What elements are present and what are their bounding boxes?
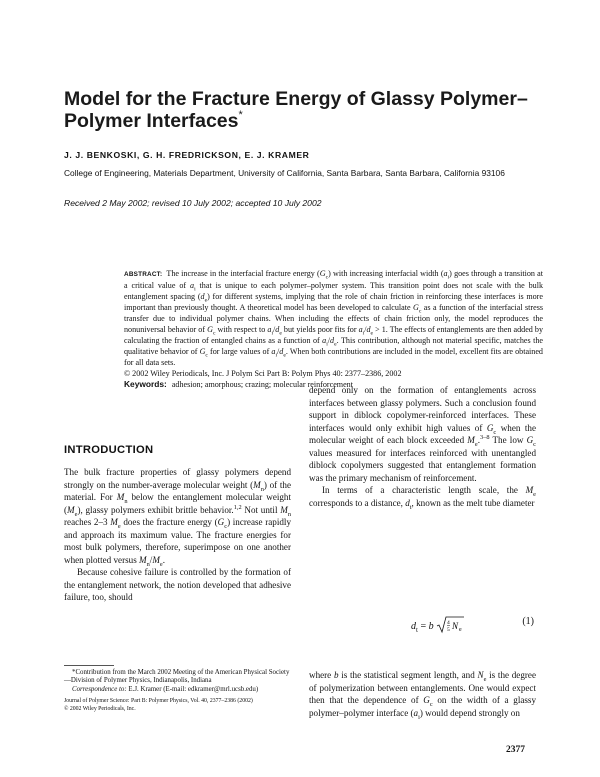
paragraph: depend only on the formation of entanglements across interfaces between glassy polymers. Such a conclusion found support in diblock copolymer-reinforced interfaces. These interfaces would only exhibit high values of $G_c$ when the molecular weight of each block exceeded $M_e.^{3-8}$ The low $G_c$ values measured for interfaces reinforced with unentangled diblock copolymers suggested that entanglement formation was the primary mechanism of reinforcement. bbox=[309, 385, 536, 483]
paragraph: Because cohesive failure is controlled by the formation of the entanglement network, the notion developed that adhesive failure, too, should bbox=[64, 567, 291, 603]
section-heading-introduction: INTRODUCTION bbox=[64, 444, 154, 456]
affiliation: College of Engineering, Materials Department, University of California, Santa Barbara, Santa Barbara, California 93106 bbox=[64, 168, 505, 178]
article-title-text: Model for the Fracture Energy of Glassy Polymer–Polymer Interfaces bbox=[64, 88, 528, 132]
title-footnote-marker: * bbox=[238, 108, 243, 121]
body-column-right bbox=[309, 384, 536, 509]
paragraph: The bulk fracture properties of glassy polymers depend strongly on the number-average molecular weight $(M_n)$ of the material. For $M_n$ below the entanglement molecular weight $(M_e)$, glassy polymers exhibit brittle behavior.$^{1,2}$ Not until $M_n$ reaches 2–3 $M_e$ does the fracture energy $(G_c)$ increase rapidly and approach its maximum value. The fracture energies for most bulk polymers, therefore, superimpose on one another when plotted versus $M_n/M_e$. bbox=[64, 467, 291, 568]
keywords-list: adhesion; amorphous; crazing; molecular reinforcement bbox=[171, 380, 353, 390]
contribution-footnote: *Contribution from the March 2002 Meeting of the American Physical Society—Division of Polymer Physics, Indianapolis, Indiana bbox=[64, 669, 290, 685]
paragraph: In terms of a characteristic length scale, the $M_e$ corresponds to a distance, $d_t$, known as the melt tube diameter bbox=[309, 485, 536, 511]
correspondence-footnote bbox=[64, 686, 291, 694]
correspondence-label: Correspondence to: bbox=[72, 685, 127, 693]
equation-lhs: d bbox=[411, 621, 416, 632]
publisher-copyright: © 2002 Wiley Periodicals, Inc. bbox=[64, 706, 136, 713]
abstract-block: ABSTRACT: The increase in the interfacial fracture energy $(G_c)$ with increasing interfacial width $(a_i)$ goes through a transition at a critical value of $a_i$ that is unique to each polymer–polymer system. This transition point does not scale with the bulk entanglement spacing $(d_e)$ for different systems, implying that the role of chain friction in reinforcing these interfaces is more important than previously thought. A theoretical model has been developed to calculate $G_c$ as a function of the interfacial stress transfer due to individual polymer chains. When including the effects of chain friction only, the model reproduces the nonuniversal behavior of $G_c$ with respect to $a_i/d_e$ but yields poor fits for $a_i/d_e > 1$. The effects of entanglements are then added by calculating the fraction of entangled chains as a function of $a_i/d_e$. This contribution, although not material specific, matches the qualitative behavior of $G_c$ for large values of $a_i/d_e$. When both contributions are included in the model, excellent fits are obtained for all data sets. © 2002 Wiley Periodicals, Inc. J Polym Sci Part B: Polym Phys 40: 2377–2386, 2002 Keywords: adhesion; amorphous; crazing; molecular reinforcement bbox=[124, 269, 544, 390]
keywords-label: Keywords: bbox=[124, 379, 167, 390]
author-list: J. J. BENKOSKI, G. H. FREDRICKSON, E. J. KRAMER bbox=[64, 150, 310, 160]
abstract-copyright: © 2002 Wiley Periodicals, Inc. J Polym Sci Part B: Polym Phys 40: 2377–2386, 2002 bbox=[124, 369, 402, 379]
footnotes bbox=[64, 669, 291, 713]
received-dates: Received 2 May 2002; revised 10 July 2002; accepted 10 July 2002 bbox=[64, 198, 322, 208]
equation-body: $d_t = b$ 4 5 N e bbox=[411, 616, 464, 634]
body-column-left bbox=[64, 466, 291, 604]
svg-text:4: 4 bbox=[447, 620, 450, 626]
article-title bbox=[64, 88, 544, 132]
correspondence-text: E.J. Kramer (E-mail: edkramer@mrl.ucsb.edu) bbox=[128, 685, 259, 693]
journal-citation: Journal of Polymer Science: Part B: Polymer Physics, Vol. 40, 2377–2386 (2002) bbox=[64, 697, 253, 704]
svg-text:N: N bbox=[452, 621, 459, 631]
page-number: 2377 bbox=[506, 745, 525, 755]
sqrt-symbol bbox=[436, 616, 464, 634]
equation-1 bbox=[309, 612, 536, 638]
footnote-divider bbox=[64, 665, 114, 666]
body-column-right-continued bbox=[309, 669, 536, 719]
equation-number: (1) bbox=[522, 616, 534, 627]
abstract-label: ABSTRACT: bbox=[124, 271, 163, 278]
svg-text:e: e bbox=[459, 627, 462, 633]
svg-text:5: 5 bbox=[447, 627, 450, 633]
paragraph: where b is the statistical segment length, and $N_e$ is the degree of polymerization between entanglements. One would expect then that the dependence of $G_c$ on the width of a glassy polymer–polymer interface $(a_i)$ would depend strongly on bbox=[309, 670, 537, 721]
